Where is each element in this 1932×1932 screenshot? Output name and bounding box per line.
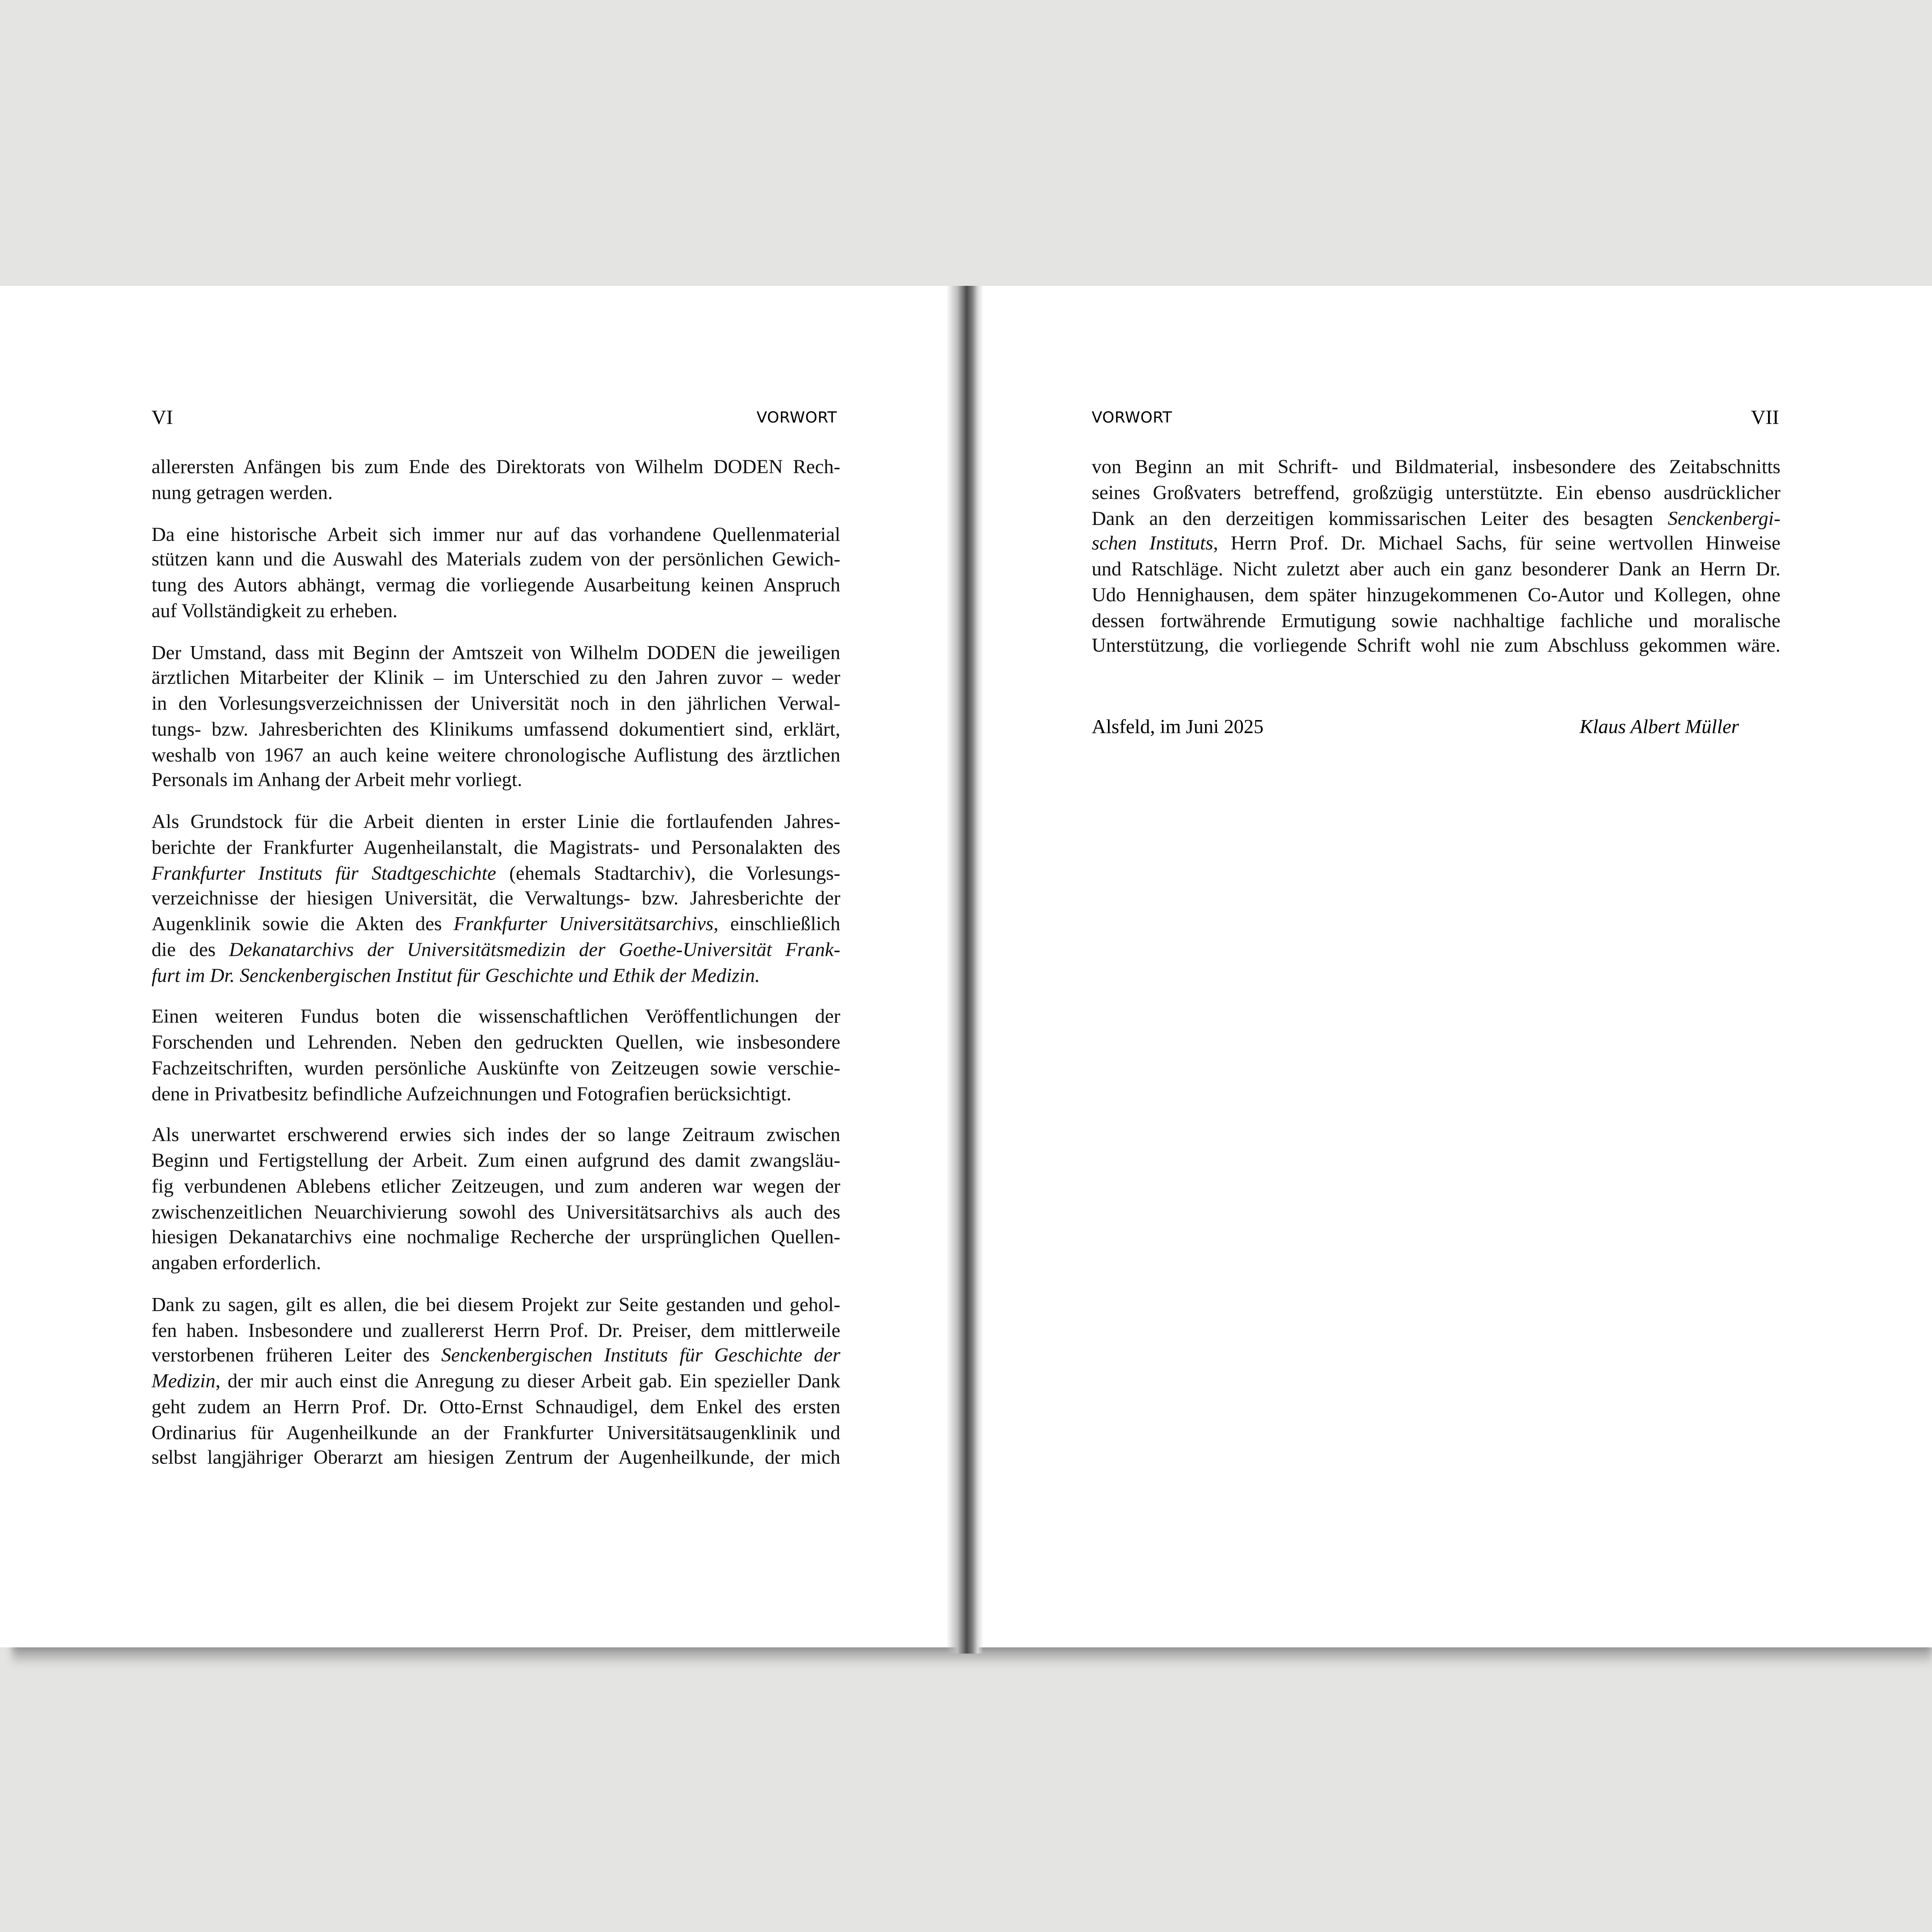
- text: nung getragen werden.: [151, 483, 333, 504]
- text: die des: [151, 940, 229, 961]
- text-line: [151, 913, 840, 939]
- paragraph: [1092, 456, 1781, 660]
- text: Forschenden und Lehrenden. Neben den gedruckten Quellen, wie insbesondere: [151, 1032, 840, 1054]
- italic-text: Medizin: [151, 1371, 216, 1393]
- text-line: [1092, 635, 1781, 660]
- place-date: Alsfeld, im Juni 2025: [1092, 717, 1264, 738]
- text: tung des Autors abhängt, vermag die vorliegende Ausarbeitung keinen Anspruch: [151, 575, 840, 597]
- text: tungs- bzw. Jahresberichten des Klinikums umfassend dokumentiert sind, erklärt,: [151, 719, 840, 740]
- text-line: [151, 1226, 840, 1252]
- text-line: [151, 769, 840, 795]
- text: dessen fortwährende Ermutigung sowie nachhaltige fachliche und moralische: [1092, 610, 1781, 632]
- text: fig verbundenen Ablebens etlicher Zeitzeugen, und zum anderen war wegen der: [151, 1176, 840, 1198]
- text: seines Großvaters betreffend, großzügig unterstützte. Ein ebenso ausdrücklicher: [1092, 483, 1781, 504]
- text-line: [1092, 456, 1781, 482]
- text: Ordinarius für Augenheilkunde an der Frankfurter Universitätsaugenklinik und: [151, 1422, 840, 1444]
- text-line: [151, 811, 840, 837]
- text-line: [151, 1396, 840, 1421]
- text: Fachzeitschriften, wurden persönliche Auskünfte von Zeitzeugen sowie verschie-: [151, 1058, 840, 1079]
- text-line: [151, 1175, 840, 1201]
- text-line: [1092, 481, 1781, 507]
- text: Unterstützung, die vorliegende Schrift wohl nie zum Abschluss gekommen wäre.: [1092, 636, 1781, 657]
- text: , einschließlich: [713, 914, 840, 935]
- text: dene in Privatbesitz befindliche Aufzeichnungen und Fotografien berücksichtigt.: [151, 1083, 792, 1105]
- text: auf Vollständigkeit zu erheben.: [151, 601, 398, 622]
- paragraph: [151, 641, 840, 795]
- text: hiesigen Dekanatarchivs eine nochmalige Recherche der ursprünglichen Quellen-: [151, 1228, 840, 1249]
- text: Als Grundstock für die Arbeit dienten in erster Linie die fortlaufenden Jahres-: [151, 812, 840, 833]
- text-line: [151, 1447, 840, 1472]
- paragraph: [151, 1006, 840, 1108]
- text: , Herrn Prof. Dr. Michael Sachs, für seine wertvollen Hinweise: [1213, 534, 1781, 555]
- text: Personals im Anhang der Arbeit mehr vorliegt.: [151, 770, 522, 792]
- italic-text: schen Instituts: [1092, 534, 1213, 555]
- text: fen haben. Insbesondere und zuallererst Herrn Prof. Dr. Preiser, dem mittlerweile: [151, 1320, 840, 1341]
- text-line: [151, 1293, 840, 1319]
- text-line: [151, 667, 840, 692]
- italic-text: Senckenbergischen Instituts für Geschichte der: [441, 1346, 840, 1367]
- text: zwischenzeitlichen Neuarchivierung sowohl des Universitätsarchivs als auch des: [151, 1202, 840, 1223]
- text-line: [1092, 507, 1781, 533]
- text-line: [1092, 533, 1781, 558]
- text-line: [151, 600, 840, 625]
- text: ärztlichen Mitarbeiter der Klinik – im Unterschied zu den Jahren zuvor – weder: [151, 668, 840, 689]
- text: Augenklinik sowie die Akten des: [151, 914, 454, 935]
- text: von Beginn an mit Schrift- und Bildmaterial, insbesondere des Zeitabschnitts: [1092, 457, 1781, 478]
- text-line: [151, 1031, 840, 1057]
- text: selbst langjähriger Oberarzt am hiesigen Zentrum der Augenheilkunde, der mich: [151, 1448, 840, 1469]
- text: (ehemals Stadtarchiv), die Vorlesungs-: [496, 863, 840, 884]
- text: verstorbenen früheren Leiter des: [151, 1346, 441, 1367]
- page-number-left: VI: [151, 405, 173, 429]
- text: Als unerwartet erschwerend erwies sich indes der so lange Zeitraum zwischen: [151, 1125, 840, 1147]
- text-line: [151, 1421, 840, 1447]
- text-line: [151, 1124, 840, 1150]
- running-head-left: VORWORT: [756, 408, 837, 426]
- running-head-right: VORWORT: [1092, 408, 1173, 426]
- text-line: [151, 641, 840, 667]
- text-line: [151, 1150, 840, 1175]
- italic-text: Frankfurter Universitätsarchivs: [453, 914, 714, 935]
- text: berichte der Frankfurter Augenheilanstalt, die Magistrats- und Personalakten des: [151, 837, 840, 859]
- text: und Ratschläge. Nicht zuletzt aber auch ein ganz besonderer Dank an Herrn Dr.: [1092, 559, 1781, 581]
- paragraph: [151, 456, 840, 507]
- text-line: [151, 862, 840, 888]
- text: weshalb von 1967 an auch keine weitere chronologische Auflistung des ärztlichen: [151, 745, 840, 766]
- text-line: [151, 888, 840, 913]
- text: verzeichnisse der hiesigen Universität, die Verwaltungs- bzw. Jahresberichte der: [151, 888, 840, 910]
- italic-text: Senckenbergi-: [1668, 508, 1781, 529]
- text-line: [151, 456, 840, 482]
- text-line: [151, 939, 840, 964]
- text: Dank an den derzeitigen kommissarischen Leiter des besagten: [1092, 508, 1668, 529]
- text: Beginn und Fertigstellung der Arbeit. Zum einen aufgrund des damit zwangsläu-: [151, 1151, 840, 1172]
- paragraph: [151, 811, 840, 990]
- text-line: [151, 1252, 840, 1278]
- paragraph: [151, 1124, 840, 1277]
- text: Da eine historische Arbeit sich immer nur auf das vorhandene Quellenmaterial: [151, 524, 840, 546]
- text-line: [151, 1006, 840, 1032]
- text-line: [151, 1057, 840, 1083]
- italic-text: Dekanatarchivs der Universitätsmedizin der Goethe-Universität Frank-: [229, 940, 840, 961]
- text-line: [151, 1370, 840, 1396]
- text-line: [151, 718, 840, 744]
- text: stützen kann und die Auswahl des Materials zudem von der persönlichen Gewich-: [151, 549, 840, 571]
- page-number-right: VII: [1751, 405, 1779, 429]
- text: Einen weiteren Fundus boten die wissenschaftlichen Veröffentlichungen der: [151, 1007, 840, 1028]
- text: in den Vorlesungsverzeichnissen der Universität noch in den jährlichen Verwal-: [151, 694, 840, 715]
- italic-text: furt im Dr. Senckenbergischen Institut für Geschichte und Ethik der Medizin.: [151, 965, 760, 986]
- paragraph: [151, 1293, 840, 1472]
- right-page-body: [1092, 456, 1781, 676]
- text-line: [151, 1319, 840, 1345]
- text: Dank zu sagen, gilt es allen, die bei diesem Projekt zur Seite gestanden und gehol-: [151, 1294, 840, 1316]
- text-line: [151, 1082, 840, 1108]
- text-line: [151, 1201, 840, 1226]
- text-line: [151, 692, 840, 718]
- text-line: [151, 523, 840, 549]
- text: Der Umstand, dass mit Beginn der Amtszeit von Wilhelm DODEN die jeweiligen: [151, 642, 840, 664]
- author-signature: Klaus Albert Müller: [1580, 717, 1739, 738]
- text-line: [151, 481, 840, 507]
- text: allerersten Anfängen bis zum Ende des Direktorats von Wilhelm DODEN Rech-: [151, 457, 840, 478]
- text-line: [151, 964, 840, 990]
- text-line: [151, 743, 840, 769]
- text-line: [1092, 558, 1781, 584]
- text-line: [1092, 584, 1781, 609]
- book-spine-shadow: [946, 286, 983, 1654]
- italic-text: Frankfurter Instituts für Stadtgeschichte: [151, 863, 496, 884]
- left-page-body: [151, 456, 840, 1488]
- text: , der mir auch einst die Anregung zu dieser Arbeit gab. Ein spezieller Dank: [215, 1371, 840, 1393]
- text-line: [151, 1345, 840, 1370]
- text-line: [151, 574, 840, 600]
- text: angaben erforderlich.: [151, 1253, 321, 1274]
- text: Udo Hennighausen, dem später hinzugekommenen Co-Autor und Kollegen, ohne: [1092, 585, 1781, 606]
- text-line: [151, 549, 840, 574]
- text: geht zudem an Herrn Prof. Dr. Otto-Ernst Schnaudigel, dem Enkel des ersten: [151, 1397, 840, 1418]
- text-line: [151, 836, 840, 862]
- paragraph: [151, 523, 840, 625]
- text-line: [1092, 609, 1781, 635]
